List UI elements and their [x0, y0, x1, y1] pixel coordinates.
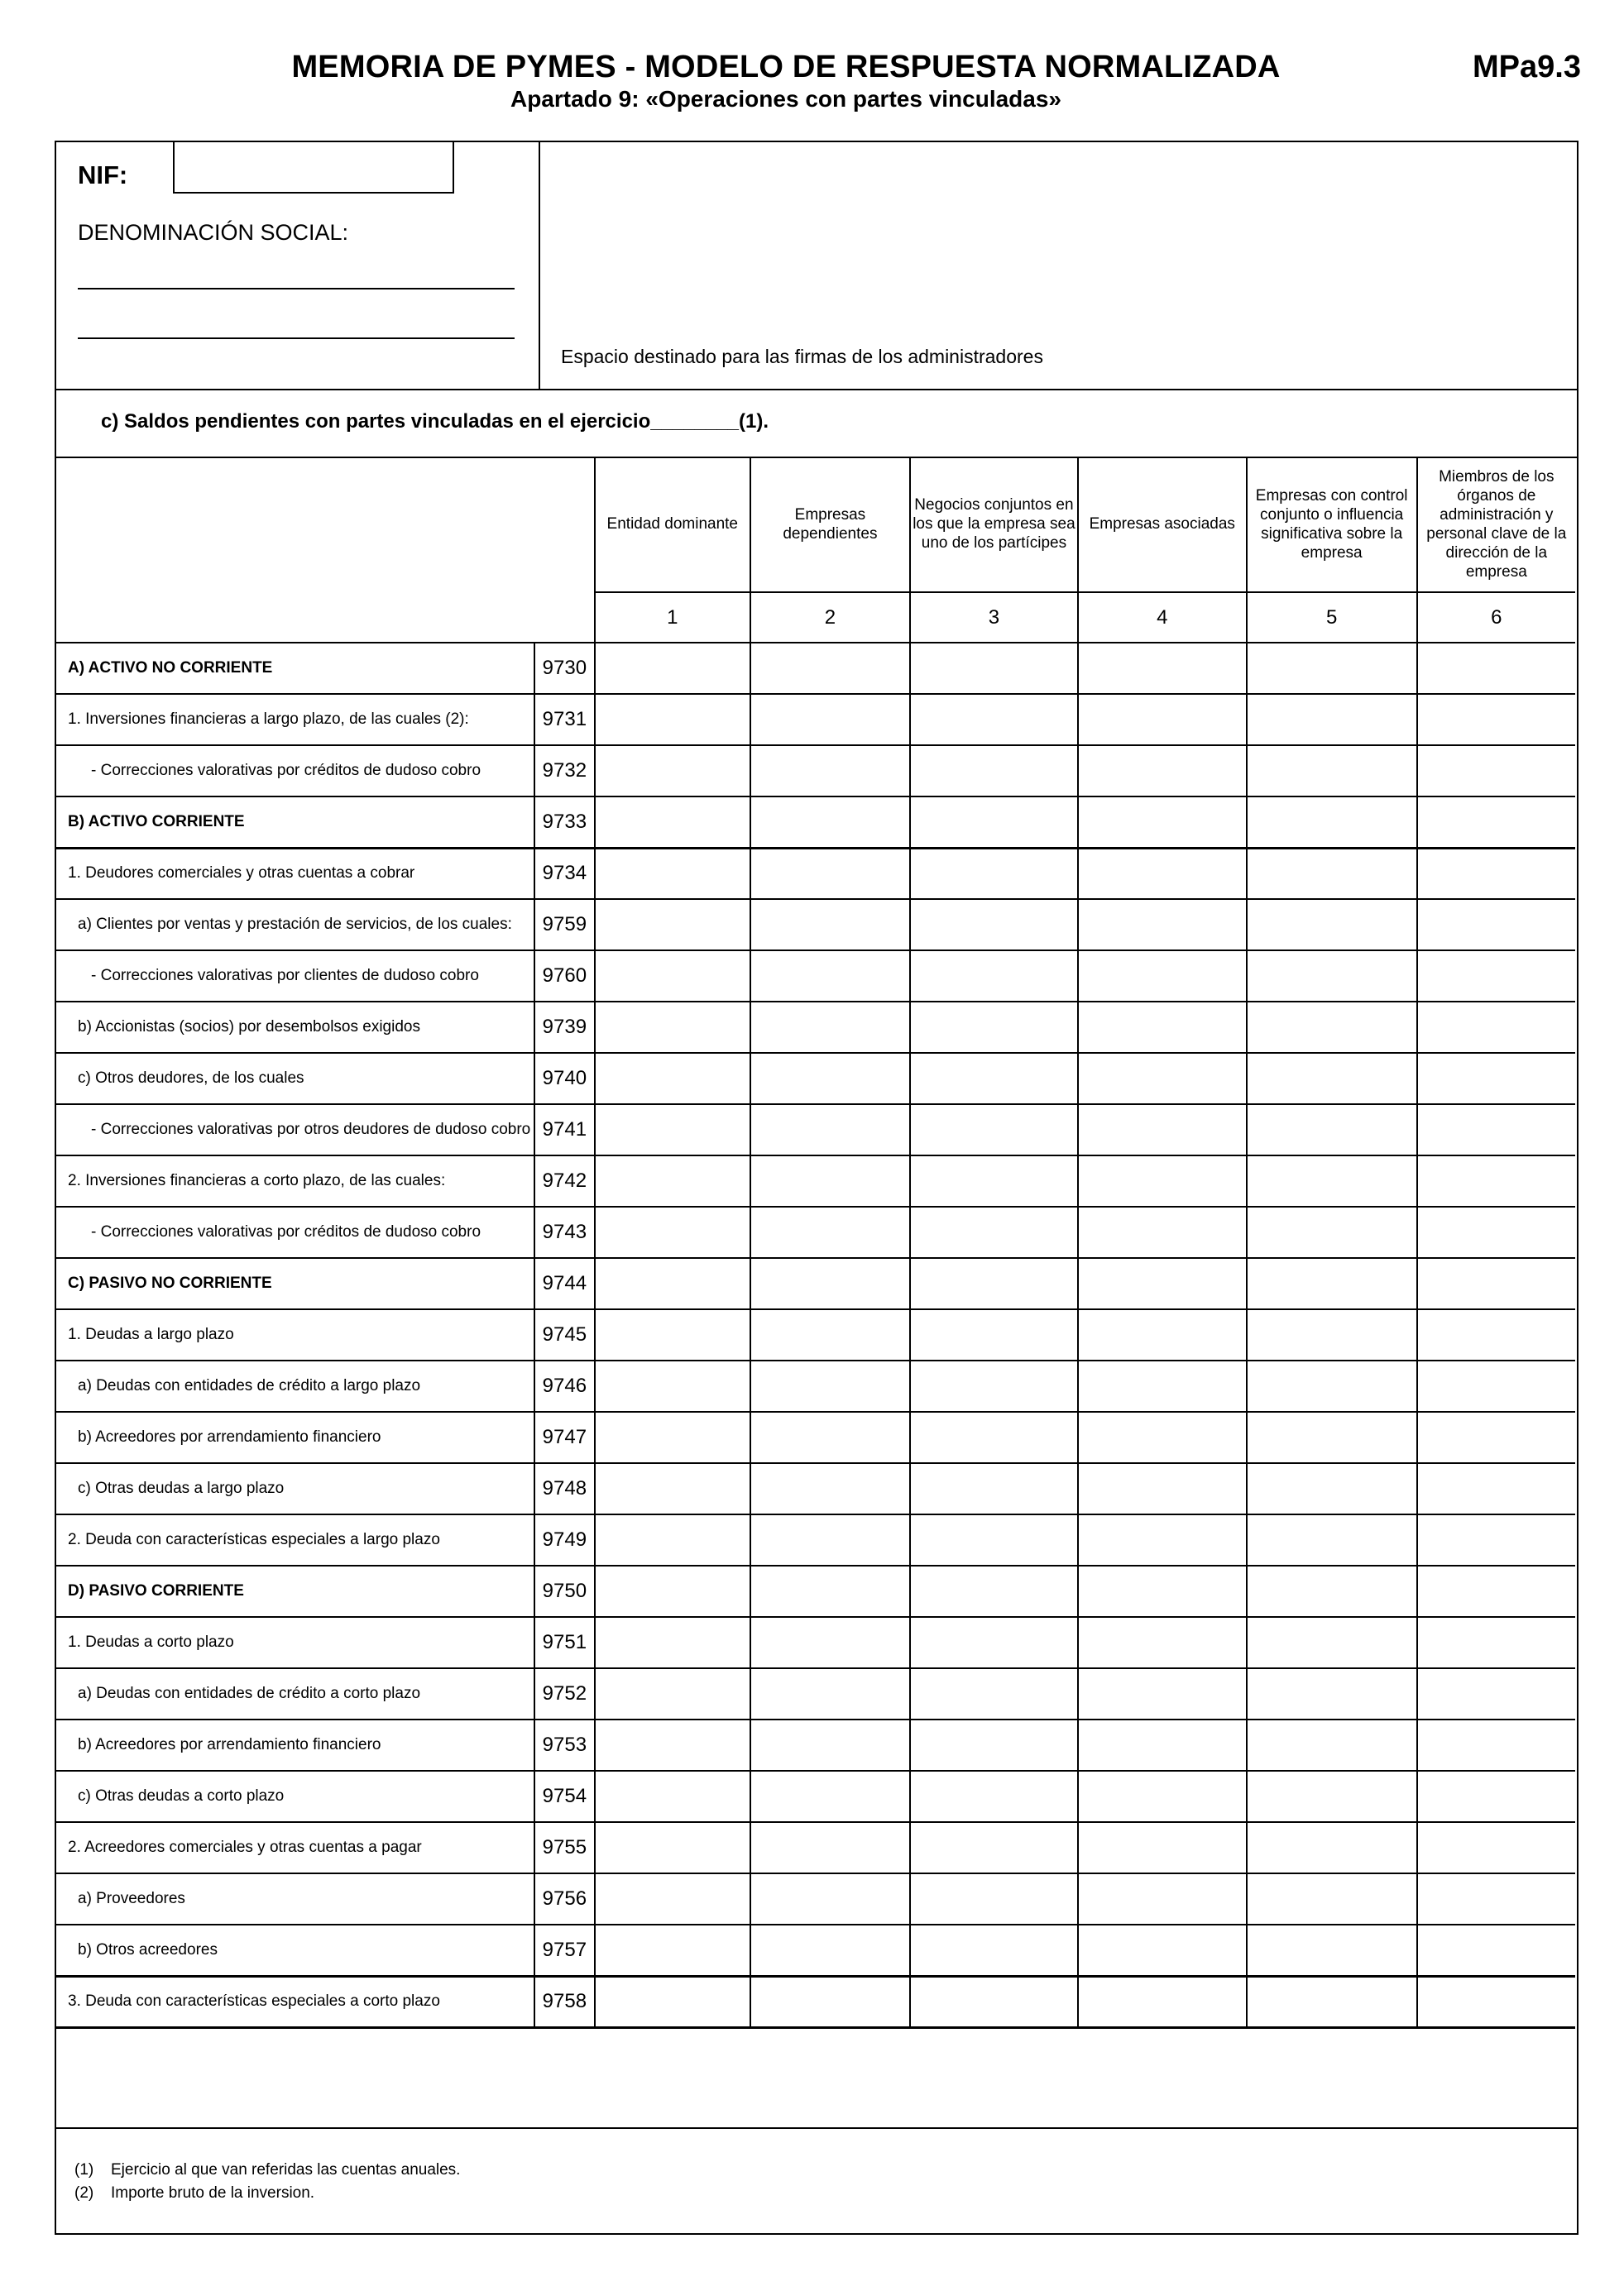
column-header-row [55, 457, 1575, 592]
table-row [55, 1668, 1575, 1720]
amount-cell[interactable] [1078, 1566, 1247, 1617]
amount-cell[interactable] [910, 1514, 1078, 1566]
row-code: 9745 [534, 1309, 595, 1361]
amount-cell[interactable] [1247, 1361, 1417, 1412]
amount-cell[interactable] [1247, 1002, 1417, 1053]
amount-cell[interactable] [1417, 1463, 1575, 1514]
amount-cell[interactable] [1417, 1258, 1575, 1309]
amount-cell[interactable] [750, 1361, 910, 1412]
table-row [55, 1976, 1575, 2027]
header-corner [55, 457, 595, 592]
amount-cell[interactable] [910, 1155, 1078, 1207]
amount-cell[interactable] [1247, 1053, 1417, 1104]
amount-cell[interactable] [1417, 643, 1575, 694]
row-label: - Correcciones valorativas por otros deudores de dudoso cobro [55, 1104, 534, 1155]
amount-cell[interactable] [910, 1771, 1078, 1822]
amount-cell[interactable] [595, 1463, 750, 1514]
amount-cell[interactable] [1417, 745, 1575, 796]
amount-cell[interactable] [750, 1720, 910, 1771]
form-subtitle: Apartado 9: «Operaciones con partes vinculadas» [510, 86, 1061, 112]
row-code: 9751 [534, 1617, 595, 1668]
amount-cell[interactable] [750, 950, 910, 1002]
amount-cell[interactable] [1417, 899, 1575, 950]
amount-cell[interactable] [1078, 848, 1247, 899]
row-label: 1. Inversiones financieras a largo plazo, de las cuales (2): [55, 694, 534, 745]
amount-cell[interactable] [1078, 1104, 1247, 1155]
row-label: 1. Deudas a largo plazo [55, 1309, 534, 1361]
column-header: Empresas dependientes [750, 457, 910, 592]
table-row [55, 694, 1575, 745]
amount-cell[interactable] [910, 1309, 1078, 1361]
amount-cell[interactable] [595, 1514, 750, 1566]
row-label: - Correcciones valorativas por créditos de dudoso cobro [55, 745, 534, 796]
amount-cell[interactable] [1078, 694, 1247, 745]
column-number: 4 [1078, 592, 1247, 643]
amount-cell[interactable] [1417, 1207, 1575, 1258]
column-number-row [55, 592, 1575, 643]
amount-cell[interactable] [595, 1822, 750, 1873]
row-label: 2. Deuda con características especiales a largo plazo [55, 1514, 534, 1566]
table-row [55, 1207, 1575, 1258]
amount-cell[interactable] [910, 1463, 1078, 1514]
amount-cell[interactable] [1417, 1617, 1575, 1668]
amount-cell[interactable] [595, 1053, 750, 1104]
row-label: D) PASIVO CORRIENTE [55, 1566, 534, 1617]
amount-cell[interactable] [1417, 1720, 1575, 1771]
amount-cell[interactable] [1078, 1514, 1247, 1566]
row-label: C) PASIVO NO CORRIENTE [55, 1258, 534, 1309]
amount-cell[interactable] [910, 1258, 1078, 1309]
table-row [55, 1053, 1575, 1104]
row-label: b) Otros acreedores [55, 1925, 534, 1976]
table-row [55, 796, 1575, 848]
nif-input[interactable] [173, 141, 454, 194]
amount-cell[interactable] [1078, 1309, 1247, 1361]
amount-cell[interactable] [595, 1976, 750, 2027]
amount-cell[interactable] [1078, 1412, 1247, 1463]
amount-cell[interactable] [910, 1720, 1078, 1771]
row-label: 2. Acreedores comerciales y otras cuentas a pagar [55, 1822, 534, 1873]
amount-cell[interactable] [1078, 643, 1247, 694]
table-row [55, 1463, 1575, 1514]
amount-cell[interactable] [1078, 745, 1247, 796]
row-label: b) Acreedores por arrendamiento financiero [55, 1412, 534, 1463]
amount-cell[interactable] [1417, 1361, 1575, 1412]
row-label: - Correcciones valorativas por clientes de dudoso cobro [55, 950, 534, 1002]
amount-cell[interactable] [1078, 950, 1247, 1002]
amount-cell[interactable] [595, 694, 750, 745]
divider [56, 2127, 1577, 2129]
table-row [55, 1155, 1575, 1207]
amount-cell[interactable] [750, 1155, 910, 1207]
amount-cell[interactable] [750, 1822, 910, 1873]
amount-cell[interactable] [910, 1822, 1078, 1873]
amount-cell[interactable] [910, 1668, 1078, 1720]
amount-cell[interactable] [1417, 1771, 1575, 1822]
table-row [55, 1309, 1575, 1361]
footnote-mark: (2) [74, 2184, 94, 2202]
amount-cell[interactable] [910, 643, 1078, 694]
amount-cell[interactable] [1247, 848, 1417, 899]
amount-cell[interactable] [1078, 1720, 1247, 1771]
column-header: Empresas asociadas [1078, 457, 1247, 592]
row-label: b) Accionistas (socios) por desembolsos exigidos [55, 1002, 534, 1053]
amount-cell[interactable] [910, 950, 1078, 1002]
amount-cell[interactable] [910, 1412, 1078, 1463]
amount-cell[interactable] [750, 796, 910, 848]
table-row [55, 1104, 1575, 1155]
amount-cell[interactable] [1078, 1155, 1247, 1207]
amount-cell[interactable] [1078, 1668, 1247, 1720]
form-code: MPa9.3 [1473, 50, 1581, 84]
table-row [55, 899, 1575, 950]
amount-cell[interactable] [750, 745, 910, 796]
row-code: 9739 [534, 1002, 595, 1053]
amount-cell[interactable] [1417, 848, 1575, 899]
row-code: 9752 [534, 1668, 595, 1720]
row-label: a) Deudas con entidades de crédito a largo plazo [55, 1361, 534, 1412]
amount-cell[interactable] [1417, 1514, 1575, 1566]
header-corner [55, 592, 595, 643]
amount-cell[interactable] [1247, 1617, 1417, 1668]
row-code: 9756 [534, 1873, 595, 1925]
amount-cell[interactable] [750, 1566, 910, 1617]
table-row [55, 1361, 1575, 1412]
amount-cell[interactable] [1417, 796, 1575, 848]
row-code: 9753 [534, 1720, 595, 1771]
row-code: 9741 [534, 1104, 595, 1155]
amount-cell[interactable] [1247, 1720, 1417, 1771]
amount-cell[interactable] [910, 1617, 1078, 1668]
amount-cell[interactable] [595, 1720, 750, 1771]
row-label: - Correcciones valorativas por créditos de dudoso cobro [55, 1207, 534, 1258]
column-header: Empresas con control conjunto o influencia significativa sobre la empresa [1247, 457, 1417, 592]
amount-cell[interactable] [1417, 1668, 1575, 1720]
amount-cell[interactable] [1417, 1976, 1575, 2027]
row-label: b) Acreedores por arrendamiento financiero [55, 1720, 534, 1771]
amount-cell[interactable] [1078, 1771, 1247, 1822]
row-code: 9740 [534, 1053, 595, 1104]
amount-cell[interactable] [1247, 1258, 1417, 1309]
amount-cell[interactable] [750, 1514, 910, 1566]
amount-cell[interactable] [1078, 1463, 1247, 1514]
amount-cell[interactable] [750, 1925, 910, 1976]
table-row [55, 1771, 1575, 1822]
row-code: 9742 [534, 1155, 595, 1207]
amount-cell[interactable] [595, 1617, 750, 1668]
table-row [55, 1514, 1575, 1566]
row-code: 9759 [534, 899, 595, 950]
row-label: a) Deudas con entidades de crédito a corto plazo [55, 1668, 534, 1720]
row-code: 9754 [534, 1771, 595, 1822]
row-label: B) ACTIVO CORRIENTE [55, 796, 534, 848]
footnote-text: Ejercicio al que van referidas las cuentas anuales. [111, 2161, 461, 2179]
row-code: 9750 [534, 1566, 595, 1617]
footnote-mark: (1) [74, 2161, 94, 2179]
table-row [55, 950, 1575, 1002]
row-label: c) Otras deudas a corto plazo [55, 1771, 534, 1822]
amount-cell[interactable] [595, 848, 750, 899]
column-number: 6 [1417, 592, 1575, 643]
signature-space-label: Espacio destinado para las firmas de los administradores [561, 346, 1043, 367]
amount-cell[interactable] [910, 1207, 1078, 1258]
amount-cell[interactable] [595, 1361, 750, 1412]
amount-cell[interactable] [750, 1873, 910, 1925]
column-number: 5 [1247, 592, 1417, 643]
amount-cell[interactable] [595, 1771, 750, 1822]
table-row [55, 1566, 1575, 1617]
row-code: 9744 [534, 1258, 595, 1309]
denominacion-label: DENOMINACIÓN SOCIAL: [78, 220, 349, 245]
amount-cell[interactable] [595, 1104, 750, 1155]
row-label: 1. Deudores comerciales y otras cuentas a cobrar [55, 848, 534, 899]
amount-cell[interactable] [1078, 899, 1247, 950]
amount-cell[interactable] [1247, 1925, 1417, 1976]
amount-cell[interactable] [1078, 1822, 1247, 1873]
footnotes [74, 2159, 460, 2205]
row-code: 9757 [534, 1925, 595, 1976]
amount-cell[interactable] [1417, 1822, 1575, 1873]
footnote [74, 2182, 460, 2205]
amount-cell[interactable] [750, 1258, 910, 1309]
amount-cell[interactable] [595, 796, 750, 848]
amount-cell[interactable] [1247, 1822, 1417, 1873]
amount-cell[interactable] [1417, 1309, 1575, 1361]
amount-cell[interactable] [910, 1976, 1078, 2027]
table-row [55, 745, 1575, 796]
row-code: 9732 [534, 745, 595, 796]
amount-cell[interactable] [595, 1566, 750, 1617]
denominacion-line-1[interactable] [78, 288, 515, 289]
amount-cell[interactable] [1247, 694, 1417, 745]
amount-cell[interactable] [1417, 1155, 1575, 1207]
amount-cell[interactable] [750, 899, 910, 950]
amount-cell[interactable] [750, 848, 910, 899]
amount-cell[interactable] [1247, 1155, 1417, 1207]
amount-cell[interactable] [1078, 1002, 1247, 1053]
row-code: 9749 [534, 1514, 595, 1566]
amount-cell[interactable] [910, 1925, 1078, 1976]
amount-cell[interactable] [1247, 1873, 1417, 1925]
row-label: A) ACTIVO NO CORRIENTE [55, 643, 534, 694]
amount-cell[interactable] [1247, 1566, 1417, 1617]
amount-cell[interactable] [1078, 1053, 1247, 1104]
amount-cell[interactable] [910, 1361, 1078, 1412]
amount-cell[interactable] [595, 1207, 750, 1258]
amount-cell[interactable] [1417, 1566, 1575, 1617]
table-row [55, 848, 1575, 899]
row-code: 9733 [534, 796, 595, 848]
column-header: Miembros de los órganos de administración y personal clave de la dirección de la empresa [1417, 457, 1575, 592]
amount-cell[interactable] [1247, 1514, 1417, 1566]
amount-cell[interactable] [1247, 950, 1417, 1002]
amount-cell[interactable] [1247, 1309, 1417, 1361]
amount-cell[interactable] [1247, 1207, 1417, 1258]
amount-cell[interactable] [1417, 1053, 1575, 1104]
amount-cell[interactable] [1247, 899, 1417, 950]
amount-cell[interactable] [1247, 1976, 1417, 2027]
footnote [74, 2159, 460, 2182]
column-header: Entidad dominante [595, 457, 750, 592]
table-row [55, 1873, 1575, 1925]
amount-cell[interactable] [595, 745, 750, 796]
amount-cell[interactable] [1078, 1207, 1247, 1258]
amount-cell[interactable] [1417, 694, 1575, 745]
amount-cell[interactable] [1078, 1976, 1247, 2027]
amount-cell[interactable] [910, 848, 1078, 899]
amount-cell[interactable] [1417, 1412, 1575, 1463]
amount-cell[interactable] [750, 1463, 910, 1514]
amount-cell[interactable] [595, 950, 750, 1002]
amount-cell[interactable] [1417, 1925, 1575, 1976]
amount-cell[interactable] [750, 1104, 910, 1155]
row-code: 9734 [534, 848, 595, 899]
amount-cell[interactable] [750, 643, 910, 694]
row-code: 9758 [534, 1976, 595, 2027]
amount-cell[interactable] [1247, 1668, 1417, 1720]
section-title: c) Saldos pendientes con partes vinculadas en el ejercicio________(1). [101, 410, 769, 433]
table-row [55, 1412, 1575, 1463]
amount-cell[interactable] [595, 1002, 750, 1053]
amount-cell[interactable] [910, 899, 1078, 950]
denominacion-line-2[interactable] [78, 337, 515, 339]
amount-cell[interactable] [910, 1873, 1078, 1925]
amount-cell[interactable] [595, 1925, 750, 1976]
amount-cell[interactable] [1247, 1771, 1417, 1822]
amount-cell[interactable] [1078, 1258, 1247, 1309]
row-label: a) Proveedores [55, 1873, 534, 1925]
table-row [55, 1925, 1575, 1976]
row-code: 9747 [534, 1412, 595, 1463]
table-row [55, 1002, 1575, 1053]
amount-cell[interactable] [1247, 796, 1417, 848]
amount-cell[interactable] [1078, 1361, 1247, 1412]
amount-cell[interactable] [1078, 1617, 1247, 1668]
amount-cell[interactable] [1078, 1925, 1247, 1976]
amount-cell[interactable] [750, 1412, 910, 1463]
amount-cell[interactable] [1078, 796, 1247, 848]
row-code: 9731 [534, 694, 595, 745]
column-number: 1 [595, 592, 750, 643]
footnote-text: Importe bruto de la inversion. [111, 2184, 315, 2202]
amount-cell[interactable] [595, 899, 750, 950]
amount-cell[interactable] [910, 694, 1078, 745]
form-title: MEMORIA DE PYMES - MODELO DE RESPUESTA NORMALIZADA [291, 50, 1281, 84]
column-number: 3 [910, 592, 1078, 643]
amount-cell[interactable] [750, 1002, 910, 1053]
amount-cell[interactable] [750, 1309, 910, 1361]
amount-cell[interactable] [750, 694, 910, 745]
table-row [55, 643, 1575, 694]
amount-cell[interactable] [1247, 643, 1417, 694]
row-code: 9743 [534, 1207, 595, 1258]
amount-cell[interactable] [595, 1412, 750, 1463]
row-label: 1. Deudas a corto plazo [55, 1617, 534, 1668]
row-code: 9760 [534, 950, 595, 1002]
amount-cell[interactable] [750, 1771, 910, 1822]
column-number: 2 [750, 592, 910, 643]
amount-cell[interactable] [595, 1155, 750, 1207]
amount-cell[interactable] [595, 1668, 750, 1720]
amount-cell[interactable] [1247, 1412, 1417, 1463]
amount-cell[interactable] [1247, 1463, 1417, 1514]
row-label: c) Otros deudores, de los cuales [55, 1053, 534, 1104]
amount-cell[interactable] [595, 1309, 750, 1361]
amount-cell[interactable] [1078, 1873, 1247, 1925]
amount-cell[interactable] [910, 1002, 1078, 1053]
amount-cell[interactable] [750, 1668, 910, 1720]
amount-cell[interactable] [1417, 950, 1575, 1002]
amount-cell[interactable] [750, 1976, 910, 2027]
row-code: 9730 [534, 643, 595, 694]
table-row [55, 1617, 1575, 1668]
amount-cell[interactable] [595, 1258, 750, 1309]
amount-cell[interactable] [595, 643, 750, 694]
row-label: 2. Inversiones financieras a corto plazo, de las cuales: [55, 1155, 534, 1207]
divider [56, 389, 1577, 390]
amount-cell[interactable] [595, 1873, 750, 1925]
form-frame [55, 141, 1578, 2235]
table-row [55, 1720, 1575, 1771]
amount-cell[interactable] [1247, 745, 1417, 796]
balances-table [55, 457, 1575, 2029]
row-code: 9746 [534, 1361, 595, 1412]
column-header: Negocios conjuntos en los que la empresa sea uno de los partícipes [910, 457, 1078, 592]
amount-cell[interactable] [1417, 1104, 1575, 1155]
nif-label: NIF: [78, 160, 128, 189]
amount-cell[interactable] [750, 1207, 910, 1258]
amount-cell[interactable] [910, 1053, 1078, 1104]
row-label: a) Clientes por ventas y prestación de servicios, de los cuales: [55, 899, 534, 950]
row-code: 9755 [534, 1822, 595, 1873]
amount-cell[interactable] [750, 1053, 910, 1104]
amount-cell[interactable] [910, 745, 1078, 796]
amount-cell[interactable] [910, 796, 1078, 848]
row-code: 9748 [534, 1463, 595, 1514]
amount-cell[interactable] [910, 1104, 1078, 1155]
amount-cell[interactable] [1417, 1002, 1575, 1053]
table-row [55, 1822, 1575, 1873]
identification-block [56, 142, 540, 390]
amount-cell[interactable] [1417, 1873, 1575, 1925]
row-label: 3. Deuda con características especiales a corto plazo [55, 1976, 534, 2027]
amount-cell[interactable] [910, 1566, 1078, 1617]
table-row [55, 1258, 1575, 1309]
amount-cell[interactable] [1247, 1104, 1417, 1155]
amount-cell[interactable] [750, 1617, 910, 1668]
row-label: c) Otras deudas a largo plazo [55, 1463, 534, 1514]
